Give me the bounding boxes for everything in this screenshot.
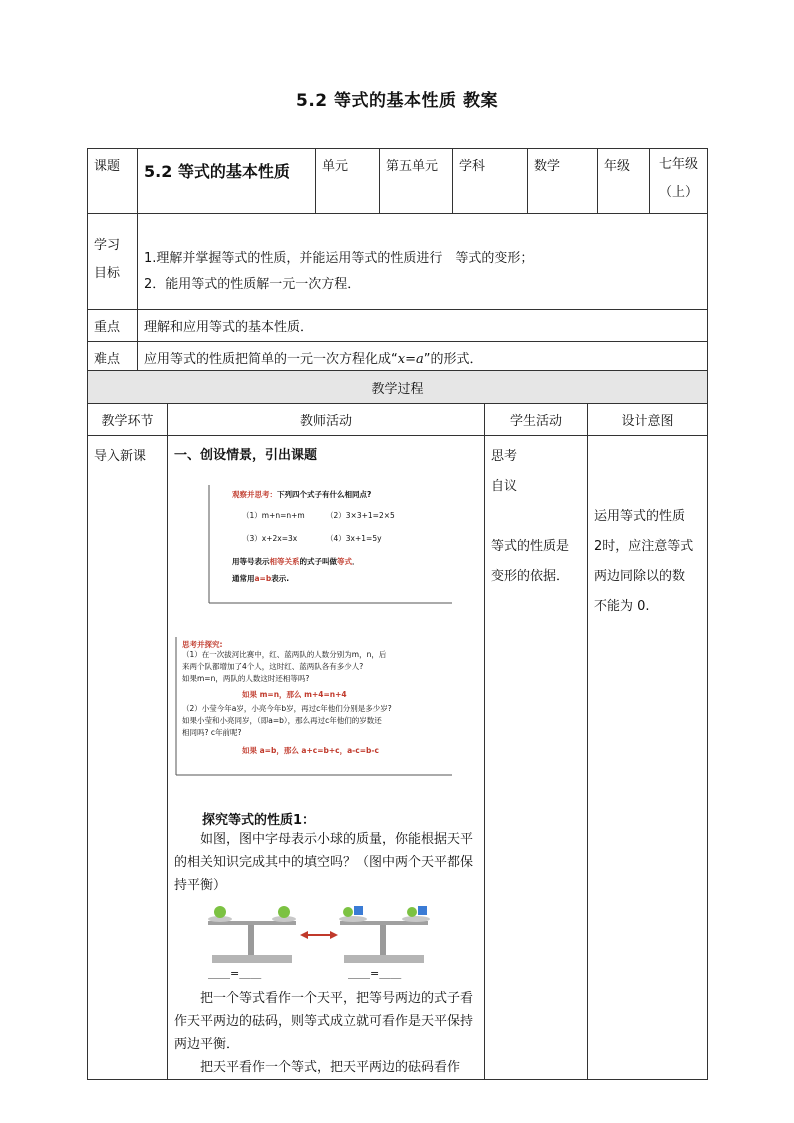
panel1-heading-b: 下列四个式子有什么相同点?	[277, 490, 372, 499]
panel2-heading: 思考并探究:	[182, 640, 223, 649]
intent-l2: 2时，应注意等式	[594, 539, 694, 554]
panel2-q2	[182, 703, 392, 739]
panel1-note	[232, 554, 360, 569]
difficulty-text-a: 应用等式的性质把简单的一元一次方程化成“	[144, 352, 398, 367]
difficulty-math: x=a	[397, 352, 424, 367]
panel2-q1	[182, 649, 386, 685]
paragraph-weights: 把天平看作一个等式，把天平两边的砝码看作	[200, 1060, 461, 1075]
blank-right: ＿＿=＿＿	[348, 967, 402, 980]
process-header: 教学过程	[88, 371, 708, 404]
col-stage: 教学环节	[88, 404, 168, 436]
intent-l1: 运用等式的性质	[594, 509, 686, 524]
label-subject: 学科	[453, 149, 528, 214]
process-table	[87, 370, 708, 1080]
objectives-label-line2: 目标	[94, 266, 121, 281]
teacher-activity-cell	[168, 436, 485, 1080]
design-intent-cell	[588, 436, 708, 1080]
panel1-note-c: 的式子叫做	[299, 557, 337, 566]
intent-l4: 不能为 0.	[594, 599, 650, 614]
key-point-label: 重点	[88, 310, 138, 342]
difficulty-text-b: ”的形式．	[423, 352, 483, 367]
panel1-eq3: （3）x+2x=3x	[242, 534, 298, 543]
panel-observe	[168, 483, 484, 623]
course-title: 5.2 等式的基本性质	[138, 149, 316, 214]
difficulty-text	[138, 342, 708, 374]
panel1-usual-c: 表示.	[271, 574, 290, 583]
objectives-label	[88, 214, 138, 310]
panel2-answer2: 如果 a=b，那么 a+c=b+c，a-c=b-c	[242, 746, 379, 755]
col-student: 学生活动	[485, 404, 588, 436]
panel1-usual-a: 通常用	[232, 574, 255, 583]
panel2-q1-line3: 如果m=n，两队的人数这时还相等吗?	[182, 674, 310, 683]
student-l1: 思考	[491, 449, 518, 464]
explore-title: 探究等式的性质1：	[202, 813, 316, 828]
panel1-note-b: 相等关系	[269, 557, 300, 566]
subject-value: 数学	[528, 149, 598, 214]
panel1-note-e: ．	[352, 557, 360, 566]
panel2-answer1: 如果 m=n，那么 m+4=n+4	[242, 690, 347, 699]
page-title: 5.2 等式的基本性质 教案	[296, 91, 498, 111]
section1-heading: 一、创设情景，引出课题	[174, 448, 318, 463]
panel2-q2-line3: 相同吗? c年前呢?	[182, 728, 242, 737]
intent-l3: 两边同除以的数	[594, 569, 686, 584]
panel1-usual-b: a=b	[254, 574, 272, 583]
explore-text: 如图，图中字母表示小球的质量，你能根据天平的相关知识完成其中的填空吗？（图中两个天平都保持平衡）	[174, 832, 474, 893]
student-l4: 变形的依据．	[491, 569, 570, 584]
student-l2: 自议	[491, 479, 518, 494]
blank-left: ＿＿=＿＿	[208, 967, 262, 980]
panel1-eq2: （2）3×3+1=2×5	[326, 511, 395, 520]
double-arrow-icon	[300, 931, 338, 939]
grade-line2: （上）	[658, 185, 698, 200]
grade-line1: 七年级	[658, 157, 698, 172]
label-course: 课题	[88, 149, 138, 214]
col-teacher: 教师活动	[168, 404, 485, 436]
student-activity-cell	[485, 436, 588, 1080]
panel1-eq1: （1）m+n=n+m	[242, 511, 305, 520]
panel2-q2-line1: （2）小莹今年a岁，小亮今年b岁，再过c年他们分别是多少岁?	[182, 704, 392, 713]
paragraph-balance: 把一个等式看作一个天平，把等号两边的式子看作天平两边的砝码，则等式成立就可看作是天平保持两边平衡．	[174, 991, 474, 1052]
unit-value: 第五单元	[380, 149, 453, 214]
label-unit: 单元	[316, 149, 380, 214]
left-balance-icon	[208, 906, 296, 963]
student-l3: 等式的性质是	[491, 539, 570, 554]
right-balance-icon	[339, 906, 430, 963]
objective-item-1: 1.理解并掌握等式的性质，并能运用等式的性质进行 等式的变形；	[144, 251, 534, 266]
panel1-note-a: 用等号表示	[232, 557, 270, 566]
objectives-label-line1: 学习	[94, 238, 121, 253]
panel-explore-questions	[168, 635, 484, 785]
stage-cell: 导入新课	[88, 436, 168, 1080]
difficulty-label: 难点	[88, 342, 138, 374]
panel2-q2-line2: 如果小莹和小亮同岁，（即a=b），那么再过c年他们的岁数还	[182, 716, 382, 725]
key-point-text: 理解和应用等式的基本性质．	[138, 310, 708, 342]
label-grade: 年级	[598, 149, 650, 214]
info-table	[87, 148, 708, 374]
panel1-note-d: 等式	[337, 557, 352, 566]
panel1-eq4: （4）3x+1=5y	[326, 534, 382, 543]
balance-illustration	[168, 903, 484, 983]
grade-value	[650, 149, 708, 214]
col-intent: 设计意图	[588, 404, 708, 436]
panel1-heading-a: 观察并思考：	[232, 490, 277, 499]
panel2-q1-line1: （1）在一次拔河比赛中，红、蓝两队的人数分别为m，n，后	[182, 650, 387, 659]
panel1-usual	[232, 571, 289, 586]
objectives-content	[138, 214, 708, 310]
panel2-q1-line2: 来两个队都增加了4个人，这时红、蓝两队各有多少人?	[182, 662, 364, 671]
objective-item-2: 2．能用等式的性质解一元一次方程．	[144, 277, 361, 292]
